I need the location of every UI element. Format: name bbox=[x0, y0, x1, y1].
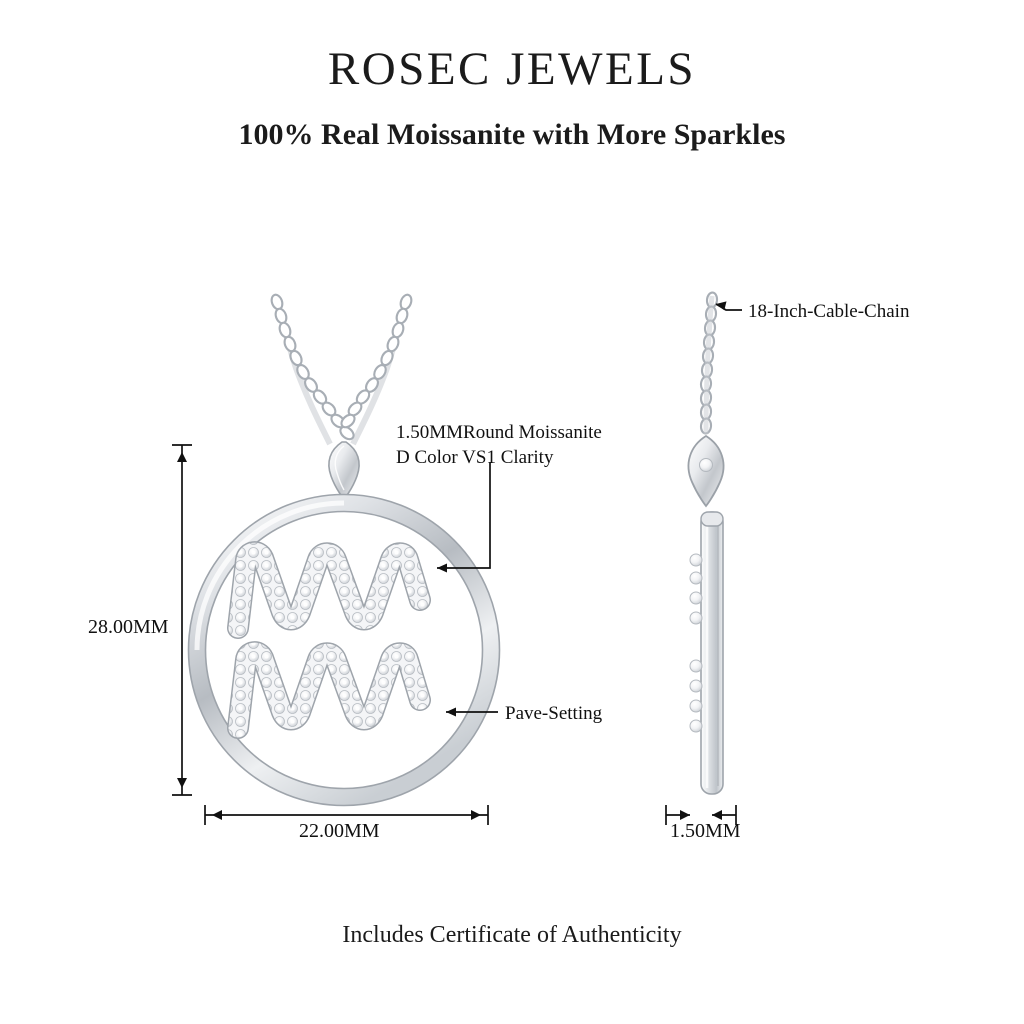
page-title: ROSEC JEWELS bbox=[327, 43, 697, 95]
bail-loop bbox=[329, 442, 359, 499]
annotation-stone-line2: D Color VS1 Clarity bbox=[396, 447, 554, 468]
certificate-note: Includes Certificate of Authenticity bbox=[342, 922, 682, 948]
dimension-width-label: 22.00MM bbox=[299, 820, 380, 842]
dimension-thickness-label: 1.50MM bbox=[670, 820, 741, 842]
annotation-stone-line1: 1.50MMRound Moissanite bbox=[396, 422, 602, 443]
annotation-chain-length: 18-Inch-Cable-Chain bbox=[748, 301, 910, 322]
disc-edge-profile bbox=[701, 512, 723, 794]
pendant-circle-disc bbox=[189, 495, 500, 806]
dimension-height-label: 28.00MM bbox=[88, 616, 169, 638]
annotation-pave-setting: Pave-Setting bbox=[505, 703, 603, 724]
page-subtitle: 100% Real Moissanite with More Sparkles bbox=[238, 118, 786, 151]
cable-chain bbox=[270, 293, 414, 444]
aquarius-zodiac-symbol bbox=[238, 552, 420, 728]
bail-loop-side bbox=[688, 436, 723, 506]
side-profile-view bbox=[688, 292, 723, 794]
